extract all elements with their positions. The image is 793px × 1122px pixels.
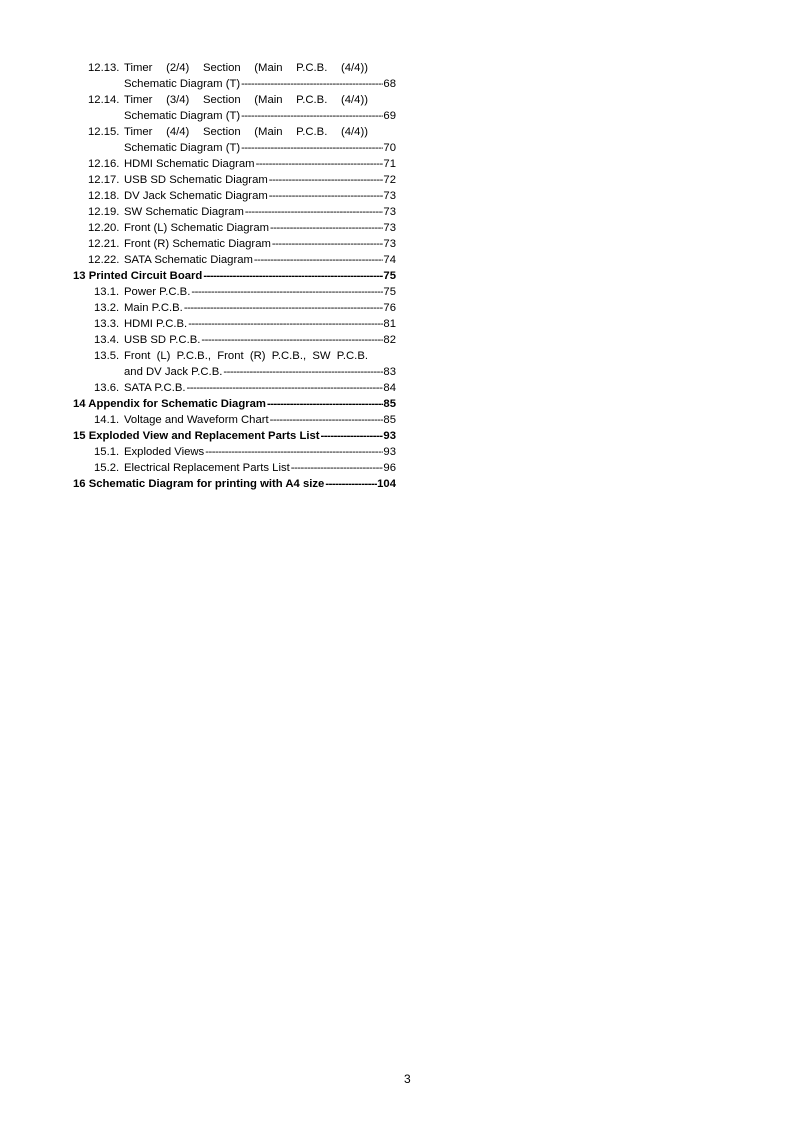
entry-number: 13.3. xyxy=(94,318,120,330)
section-page: 75 xyxy=(383,270,396,282)
dot-leader xyxy=(267,396,383,412)
page-number: 3 xyxy=(404,1072,411,1086)
section-title: 13 Printed Circuit Board xyxy=(73,270,203,282)
entry-title: Exploded Views xyxy=(124,446,205,458)
dot-leader xyxy=(291,460,384,476)
dot-leader xyxy=(270,220,383,236)
entry-number: 15.2. xyxy=(94,462,120,474)
section-page: 93 xyxy=(383,430,396,442)
entry-page: 75 xyxy=(383,286,396,298)
toc-entry[interactable] xyxy=(73,252,396,268)
entry-title-line1: Timer (2/4) Section (Main P.C.B. (4/4)) xyxy=(124,62,368,74)
entry-page: 96 xyxy=(383,462,396,474)
toc-entry[interactable] xyxy=(73,332,396,348)
dot-leader xyxy=(321,428,384,444)
entry-page: 81 xyxy=(383,318,396,330)
toc-entry-continuation[interactable] xyxy=(73,364,396,380)
toc-entry[interactable] xyxy=(73,284,396,300)
entry-page: 85 xyxy=(383,414,396,426)
entry-page: 76 xyxy=(383,302,396,314)
entry-page: 71 xyxy=(383,158,396,170)
entry-number: 12.17. xyxy=(88,174,120,186)
dot-leader xyxy=(201,332,383,348)
entry-page: 69 xyxy=(383,110,396,122)
toc-entry[interactable] xyxy=(73,220,396,236)
entry-title: Front (R) Schematic Diagram xyxy=(124,238,271,250)
entry-page: 74 xyxy=(383,254,396,266)
entry-number: 13.4. xyxy=(94,334,120,346)
toc-entry[interactable] xyxy=(73,460,396,476)
entry-number: 15.1. xyxy=(94,446,120,458)
toc-entry-continuation[interactable] xyxy=(73,140,396,156)
entry-title-line2: Schematic Diagram (T) xyxy=(124,142,241,154)
entry-title-line1: Timer (3/4) Section (Main P.C.B. (4/4)) xyxy=(124,94,368,106)
toc-entry-continuation[interactable] xyxy=(73,108,396,124)
entry-title-line2: Schematic Diagram (T) xyxy=(124,78,241,90)
section-page: 85 xyxy=(383,398,396,410)
dot-leader xyxy=(241,76,383,92)
entry-title: Power P.C.B. xyxy=(124,286,191,298)
toc-entry[interactable] xyxy=(73,188,396,204)
entry-title: SW Schematic Diagram xyxy=(124,206,244,218)
section-title: 14 Appendix for Schematic Diagram xyxy=(73,398,266,410)
dot-leader xyxy=(254,252,384,268)
toc-section[interactable] xyxy=(73,396,396,412)
entry-page: 73 xyxy=(383,222,396,234)
toc-entry[interactable] xyxy=(73,92,396,108)
entry-page: 73 xyxy=(383,190,396,202)
dot-leader xyxy=(187,380,384,396)
section-title: 15 Exploded View and Replacement Parts List xyxy=(73,430,320,442)
toc-entry[interactable] xyxy=(73,204,396,220)
toc-section[interactable] xyxy=(73,476,396,492)
entry-page: 82 xyxy=(383,334,396,346)
entry-number: 12.21. xyxy=(88,238,120,250)
dot-leader xyxy=(269,188,384,204)
dot-leader xyxy=(184,300,384,316)
entry-title: SATA Schematic Diagram xyxy=(124,254,253,266)
entry-page: 73 xyxy=(383,238,396,250)
entry-number: 12.22. xyxy=(88,254,120,266)
toc-entry[interactable] xyxy=(73,236,396,252)
dot-leader xyxy=(272,236,384,252)
toc-entry[interactable] xyxy=(73,380,396,396)
entry-title: DV Jack Schematic Diagram xyxy=(124,190,268,202)
entry-page: 83 xyxy=(383,366,396,378)
dot-leader xyxy=(191,284,383,300)
entry-title: USB SD P.C.B. xyxy=(124,334,201,346)
entry-title-line1: Front (L) P.C.B., Front (R) P.C.B., SW P.C.B. xyxy=(124,350,368,362)
entry-number: 12.15. xyxy=(88,126,120,138)
toc-entry[interactable] xyxy=(73,444,396,460)
dot-leader xyxy=(325,476,377,492)
toc-entry[interactable] xyxy=(73,156,396,172)
entry-page: 73 xyxy=(383,206,396,218)
toc-entry[interactable] xyxy=(73,316,396,332)
entry-page: 72 xyxy=(383,174,396,186)
dot-leader xyxy=(270,412,384,428)
entry-title: Electrical Replacement Parts List xyxy=(124,462,290,474)
entry-number: 12.14. xyxy=(88,94,120,106)
entry-title-line2: and DV Jack P.C.B. xyxy=(124,366,223,378)
dot-leader xyxy=(241,140,383,156)
entry-title: HDMI P.C.B. xyxy=(124,318,188,330)
dot-leader xyxy=(269,172,384,188)
toc-entry[interactable] xyxy=(73,60,396,76)
table-of-contents xyxy=(73,60,396,492)
entry-number: 12.13. xyxy=(88,62,120,74)
dot-leader xyxy=(223,364,383,380)
entry-number: 13.1. xyxy=(94,286,120,298)
entry-page: 93 xyxy=(383,446,396,458)
section-title: 16 Schematic Diagram for printing with A4 size xyxy=(73,478,325,490)
entry-number: 13.5. xyxy=(94,350,120,362)
entry-number: 12.20. xyxy=(88,222,120,234)
entry-title: Front (L) Schematic Diagram xyxy=(124,222,270,234)
entry-number: 12.18. xyxy=(88,190,120,202)
entry-title-line1: Timer (4/4) Section (Main P.C.B. (4/4)) xyxy=(124,126,368,138)
toc-entry-continuation[interactable] xyxy=(73,76,396,92)
toc-section[interactable] xyxy=(73,268,396,284)
entry-number: 13.6. xyxy=(94,382,120,394)
entry-number: 12.16. xyxy=(88,158,120,170)
entry-title: SATA P.C.B. xyxy=(124,382,186,394)
toc-entry[interactable] xyxy=(73,124,396,140)
dot-leader xyxy=(245,204,384,220)
toc-entry[interactable] xyxy=(73,412,396,428)
entry-title: HDMI Schematic Diagram xyxy=(124,158,255,170)
dot-leader xyxy=(205,444,383,460)
dot-leader xyxy=(256,156,384,172)
dot-leader xyxy=(241,108,383,124)
entry-number: 13.2. xyxy=(94,302,120,314)
section-page: 104 xyxy=(377,478,396,490)
dot-leader xyxy=(203,268,383,284)
toc-section[interactable] xyxy=(73,428,396,444)
entry-title: Main P.C.B. xyxy=(124,302,183,314)
entry-title-line2: Schematic Diagram (T) xyxy=(124,110,241,122)
entry-title: Voltage and Waveform Chart xyxy=(124,414,269,426)
entry-title: USB SD Schematic Diagram xyxy=(124,174,268,186)
toc-entry[interactable] xyxy=(73,300,396,316)
entry-number: 14.1. xyxy=(94,414,120,426)
entry-page: 84 xyxy=(383,382,396,394)
entry-page: 70 xyxy=(383,142,396,154)
toc-entry[interactable] xyxy=(73,172,396,188)
toc-entry[interactable] xyxy=(73,348,396,364)
entry-page: 68 xyxy=(383,78,396,90)
entry-number: 12.19. xyxy=(88,206,120,218)
dot-leader xyxy=(188,316,383,332)
